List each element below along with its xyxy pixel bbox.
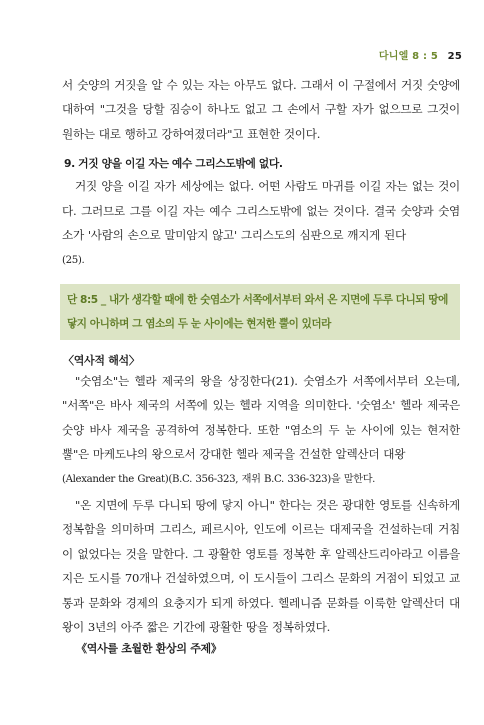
paragraph-2-text: 거짓 양을 이길 자가 세상에는 없다. 어떤 사람도 마귀를 이길 자는 없는 것이다. 그러므로 그를 이길 자는 예수 그리스도밖에 없는 것이다. 결국 숫양과 숫염소가 '사람의 손으로 말미암지 않고' 그리스도의 심판으로 깨지게 된다 xyxy=(62,179,460,243)
paragraph-2-citation: (25). xyxy=(62,255,85,267)
paragraph-4: "온 지면에 두루 다니되 땅에 닿지 아니" 한다는 것은 광대한 영토를 신속하게 정복함을 의미하며 그리스, 페르시아, 인도에 이르는 대제국을 건설하는데 거침이 없었다는 것을 말한다. 그 광활한 영토를 정복한 후 알렉산드리아라고 이름을 지은 도시를 70개나 건설하였으며, 이 도시들이 그리스 문화의 거점이 되었고 교통과 문화와 경제의 요충지가 되게 하였다. 헬레니즘 문화를 이룩한 알렉산더 대왕이 3년의 아주 짧은 기간에 광활한 땅을 정복하였다. xyxy=(62,497,460,634)
subheading-9: 9. 거짓 양을 이길 자는 예수 그리스도밖에 없다. xyxy=(64,157,283,171)
paragraph-3-text: "숫염소"는 헬라 제국의 왕을 상징한다(21). 숫염소가 서쪽에서부터 오는데, "서쪽"은 바사 제국의 서쪽에 있는 헬라 지역을 의미한다. '숫염소' 헬라 제국은 숫양 바사 제국을 공격하여 정복한다. 또한 "염소의 두 눈 사이에 있는 현저한 뿔"은 마케도냐의 왕으로서 강대한 헬라 제국을 건설한 알렉산더 대왕 xyxy=(62,373,460,462)
running-header xyxy=(379,47,462,62)
scripture-callout: 단 8:5 _ 내가 생각할 때에 한 숫염소가 서쪽에서부터 와서 온 지면에 두루 다니되 땅에 닿지 아니하며 그 염소의 두 눈 사이에는 현저한 뿔이 있더라 xyxy=(60,284,460,340)
footer-heading: 《역사를 초월한 환상의 주제》 xyxy=(76,642,222,655)
page-body xyxy=(62,73,460,725)
paragraph-3-dates: (Alexander the Great)(B.C. 356-323, 재위 B.C. 336-323)을 말한다. xyxy=(62,474,376,486)
paragraph-3 xyxy=(62,369,460,493)
section-heading: 〈역사적 해석〉 xyxy=(63,353,140,367)
paragraph-2 xyxy=(62,174,460,274)
page-number: 25 xyxy=(447,51,462,62)
paragraph-1: 서 숫양의 거짓을 알 수 있는 자는 아무도 없다. 그래서 이 구절에서 거짓 숫양에 대하여 "그것을 당할 짐승이 하나도 없고 그 손에서 구할 자가 없으므로 그것이 원하는 대로 행하고 강하여졌더라"고 표현한 것이다. xyxy=(62,78,460,141)
chapter-reference: 다니엘 8 : 5 xyxy=(378,51,438,62)
